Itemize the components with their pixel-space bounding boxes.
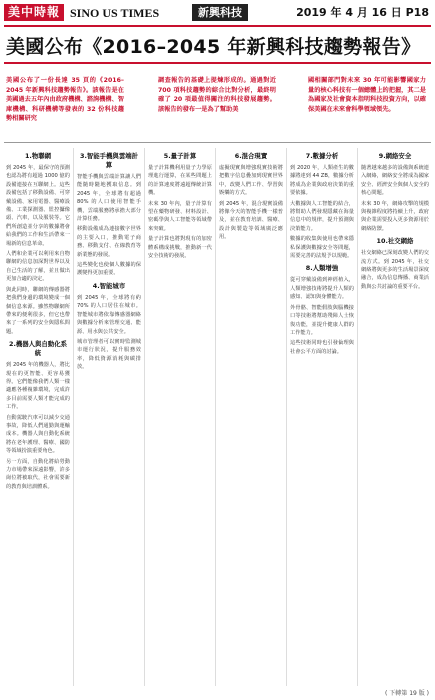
headline-rule [4, 62, 431, 64]
article-column-3 [148, 148, 212, 688]
newspaper-logo: 美中時報 [4, 4, 64, 21]
section-label: 新興科技 [192, 4, 248, 21]
column-divider [357, 148, 358, 686]
paragraph: 與此同時，聯網的傳感器將把我們身邊的環境變成一個個信息來源。雖然物聯網所帶來的便利很多，但它也帶來了一系列的安全與隱私問題。 [6, 286, 70, 335]
paragraph: 自動駕駛汽車可以減少交通事故，降低人們通勤與運輸成本。機器人與自動化系統將在老年護理、醫療、國防等領域扮演重要角色。 [6, 414, 70, 455]
column-divider [215, 148, 216, 686]
paragraph: 到 2045 年的機器人，將比現在的更智能、更容易獲得。它們能像我們人類一樣適應各種複雜環境，完成許多目前需要人類才能完成的工作。 [6, 362, 70, 411]
column-divider [286, 148, 287, 686]
article-column-4 [219, 148, 283, 688]
paragraph: 到 2020 年，人類產生的數據將達到 44 ZB，數據分析將成為企業與政府決策的重要依據。 [290, 165, 354, 197]
lead-paragraph-2: 調查報告的基礎上提煉形成的。通過對近 700 項科技趨勢的綜合比對分析，最終明確了 20 項最值得關注的科技發展趨勢。該報告的發布一是為了幫助美 [158, 77, 276, 113]
masthead [4, 3, 431, 27]
paragraph: 數據的收集與使用也帶來隱私保護與數據安全等問題，需要完善的法規予以規範。 [290, 236, 354, 260]
paragraph: 未來 30 年內，量子計算有望在藥物研發、材料設計、密碼學與人工智能等領域帶來突破。 [148, 200, 212, 232]
section-heading: 5.量子計算 [163, 152, 197, 160]
section-heading: 8.人類增強 [305, 264, 339, 273]
paragraph: 隨著越來越多的設備與系統連入網絡，網絡安全將成為國家安全、經濟安全與個人安全的核心問題。 [361, 165, 429, 197]
paragraph: 大數據與人工智能的結合，將幫助人們發現隱藏在海量信息中的規律，提升預測與決策能力。 [290, 200, 354, 232]
paragraph: 城市管理者可以實時監測城市運行狀況，提升服務效率，降低資源消耗與碳排放。 [77, 338, 141, 371]
section-heading: 9.網絡安全 [378, 152, 412, 160]
section-heading: 10.社交網絡 [376, 237, 414, 246]
paragraph: 到 2045 年，全球將有約 70% 的人口居住在城市。智能城市將依靠傳感器網絡與數據分析來管理交通、能源、用水與公共安全。 [77, 294, 141, 335]
paragraph: 這些技術同時也引發倫理與社會公平方面的討論。 [290, 340, 354, 355]
paragraph: 社交網絡已深刻改變人們的交流方式。到 2045 年，社交網絡將與更多的生活場景深度融合，成為信息傳播、商業活動與公共討論的重要平台。 [361, 250, 429, 290]
section-heading: 3.智能手機與雲端計算 [80, 152, 138, 169]
paragraph: 這些變化也使個人數據的保護變得更加重要。 [77, 262, 141, 277]
article-column-5 [290, 148, 354, 688]
paragraph: 外骨骼、智能假肢與腦機接口等技術將幫助殘障人士恢復功能，並提升健康人群的工作能力。 [290, 304, 354, 336]
paragraph: 智能手機與雲端計算讓人們能隨時隨地獲取信息。到 2045 年，全球將有超過 80% 的人口使用智能手機，雲端服務將承擔大部分計算任務。 [77, 174, 141, 223]
paragraph: 從可穿戴設備到神經植入，人類增強技術將提升人類的感知、認知與身體能力。 [290, 277, 354, 301]
paragraph: 到 2045 年，混合現實設備將像今天的智能手機一樣普及，並在教育培訓、醫療、設計與製造等領域廣泛應用。 [219, 200, 283, 241]
column-divider [144, 148, 145, 686]
lead-paragraph-1: 美國公布了一份長達 35 頁的《2016–2045 年新興科技趨勢報告》。該報告是在美國過去五年內由政府機構、諮詢機構、智庫機構、科研機構等發表的 32 份科技趨勢相關研究 [6, 77, 124, 123]
paragraph: 移動設備成為連接數字世界的主要入口，推動電子商務、移動支付、在線教育等新業態的發展。 [77, 226, 141, 258]
headline: 美國公布《2016–2045 年新興科技趨勢報告》 [6, 36, 421, 58]
paragraph: 量子計算也將對現有的加密體系構成挑戰，推動新一代安全技術的發展。 [148, 236, 212, 260]
section-heading: 2.機器人與自動化系統 [9, 340, 67, 358]
article-column-2 [77, 148, 141, 688]
article-column-6 [361, 148, 429, 688]
lead-rule [4, 142, 431, 143]
paragraph: 量子計算機利用量子力學原理進行運算，在某些問題上的計算速度將遠超傳統計算機。 [148, 165, 212, 197]
issue-date: 2019 年 4 月 16 日 P18 [296, 6, 429, 19]
newspaper-name-english: SINO US TIMES [70, 6, 160, 20]
column-divider [73, 148, 74, 686]
paragraph: 另一方面，自動化將給勞動力市場帶來深遠影響，許多崗位將被取代，社會需要新的教育與培訓體系。 [6, 458, 70, 490]
continued-note: ( 下轉第 19 版 ) [385, 690, 429, 697]
section-heading: 6.混合現實 [234, 152, 268, 160]
paragraph: 未來 30 年，網絡攻擊的規模與複雜程度將持續上升，政府與企業需要投入更多資源用於網絡防禦。 [361, 200, 429, 232]
section-heading: 1.物聯網 [24, 152, 52, 160]
section-heading: 4.智能城市 [92, 281, 126, 290]
section-heading: 7.數據分析 [305, 152, 339, 160]
paragraph: 人們和企業可以利用來自物聯網的信息加深對世界以及自己生活的了解，並且做出更加合適的決定。 [6, 251, 70, 283]
paragraph: 虛擬現實與增強現實技術將把數字信息疊加到現實世界中，改變人們工作、學習與娛樂的方式。 [219, 165, 283, 197]
paragraph: 到 2045 年，最保守的預測也認為將有超過 1000 億的設備連接在互聯網上。這些設備包括了移動設備、可穿戴設備、家用電器、醫療設備、工業探測器、監控攝像頭、汽車，以及服裝等。它們所創造並分享的數據將會給我們的工作和生活帶來一場新的信息革命。 [6, 165, 70, 247]
article-column-1 [6, 148, 70, 688]
lead-paragraph-3: 國相關部門對未來 30 年可能影響國家力量的核心科技有一個總體上的把握，其二是為國家及社會資本指明科技投資方向，以確保美國在未來會科學領域領先。 [308, 77, 426, 113]
